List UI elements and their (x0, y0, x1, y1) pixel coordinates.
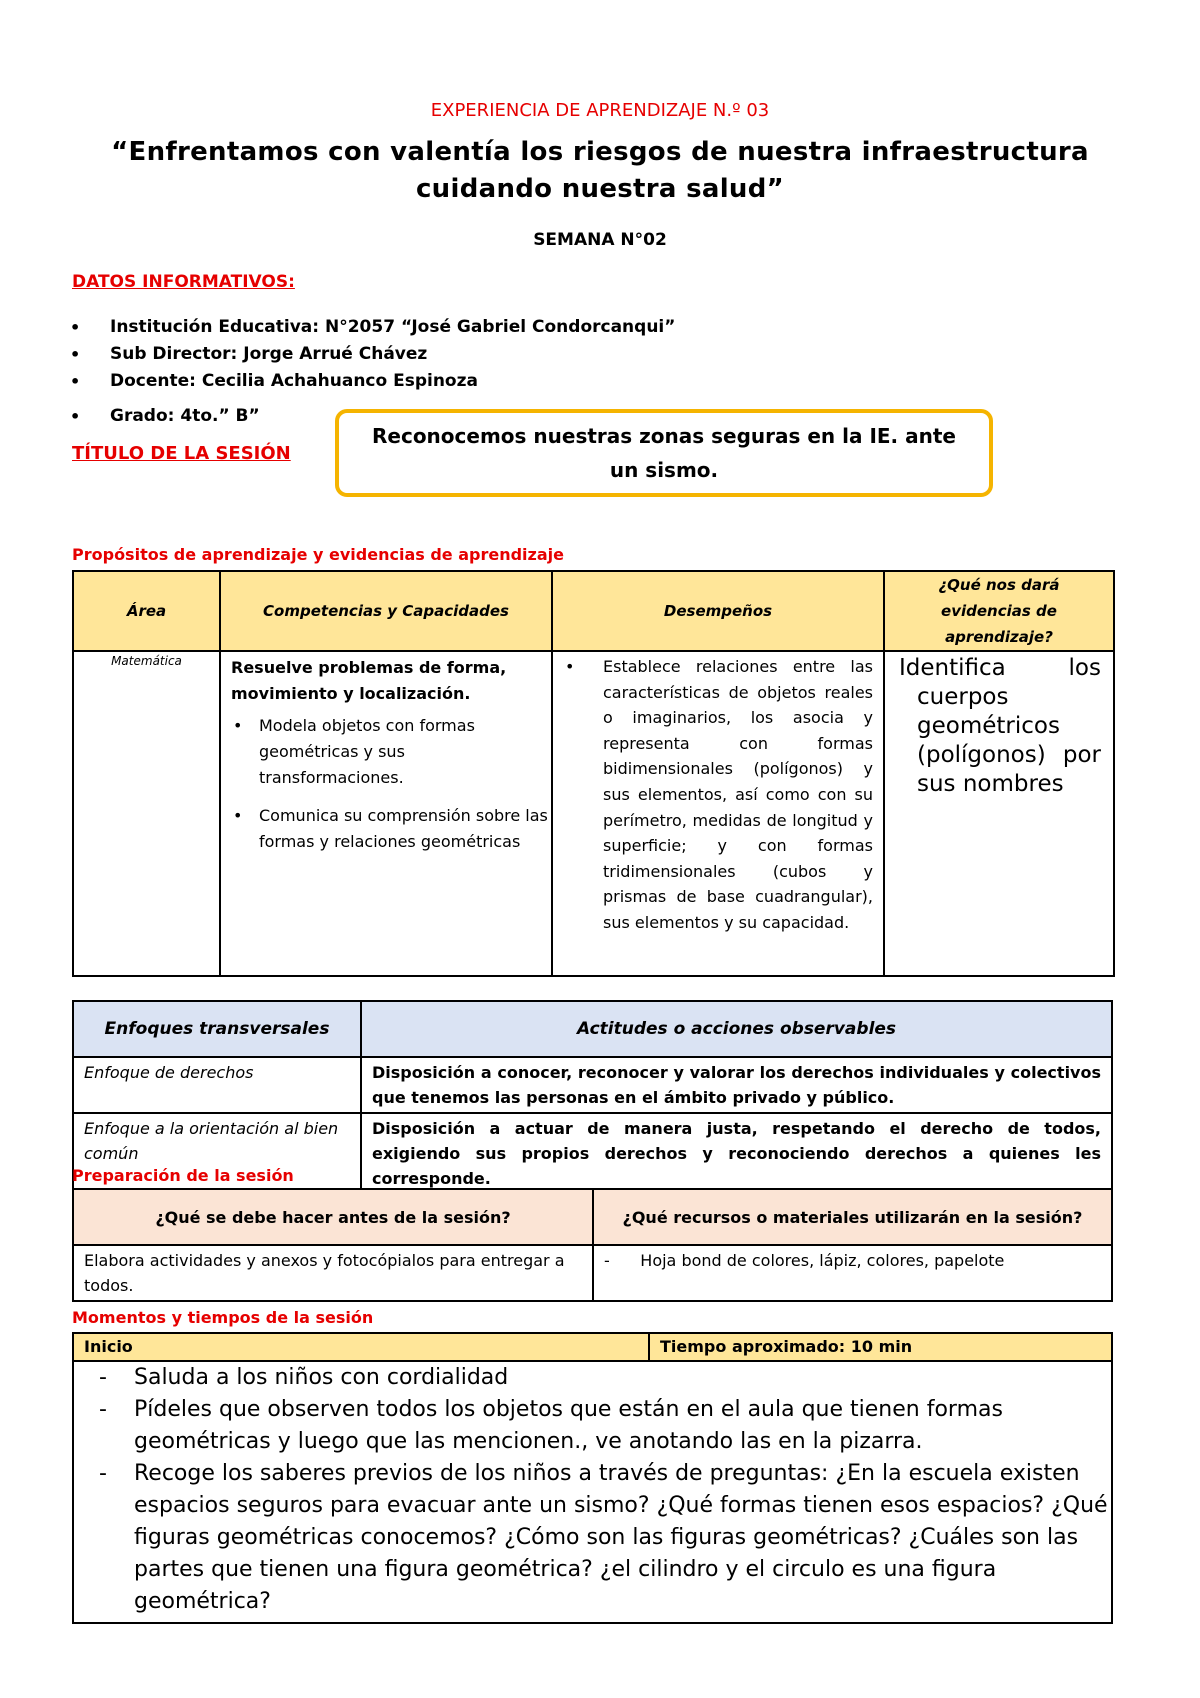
header-actitudes: Actitudes o acciones observables (361, 1001, 1112, 1057)
preparation-section-label: Preparación de la sesión (72, 1166, 294, 1185)
enfoque-cell: Enfoque a la orientación al bien común (73, 1113, 361, 1194)
info-item-teacher: • Docente: Cecilia Achahuanco Espinoza (70, 368, 675, 395)
time-cell: Tiempo aproximado: 10 min (649, 1333, 1112, 1361)
capacity-item: • Modela objetos con formas geométricas y sus transformaciones. (259, 713, 551, 791)
area-cell: Matemática (73, 651, 220, 976)
experience-number: EXPERIENCIA DE APRENDIZAJE N.º 03 (430, 100, 770, 121)
week-label: SEMANA N°02 (533, 230, 667, 250)
purposes-table (72, 570, 1115, 977)
moment-item: - Recoge los saberes previos de los niños a través de preguntas: ¿En la escuela existen espacios seguros para evacuar ante un sismo? ¿Qué formas tienen esos espacios? ¿Qué figuras geométricas conocemos? ¿Cómo son las figuras geométricas? ¿Cuáles son las partes que tienen una figura geométrica? ¿el cilindro y el circulo es una figura geométrica? (134, 1458, 1111, 1618)
info-item-grade: • Grado: 4to.” B” (70, 403, 675, 430)
header-competencias: Competencias y Capacidades (220, 571, 552, 651)
info-item-institution: • Institución Educativa: N°2057 “José Gabriel Condorcanqui” (70, 314, 675, 341)
enfoque-cell: Enfoque de derechos (73, 1057, 361, 1113)
header-area: Área (73, 571, 220, 651)
header-enfoques: Enfoques transversales (73, 1001, 361, 1057)
preparation-table (72, 1188, 1113, 1302)
header-resources: ¿Qué recursos o materiales utilizarán en la sesión? (593, 1189, 1112, 1245)
session-title-label: TÍTULO DE LA SESIÓN (72, 443, 291, 464)
session-title-box (335, 409, 993, 497)
performance-text: • Establece relaciones entre las características de objetos reales o imaginarios, los asocia y representa con formas bidimensionales (polígonos) y sus elementos, así como con su perímetro, medidas de longitud y superficie; y con formas tridimensionales (cubos y prismas de base cuadrangular), sus elementos y su capacidad. (553, 652, 883, 936)
capacity-item: • Comunica su comprensión sobre las formas y relaciones geométricas (259, 803, 551, 855)
phase-cell: Inicio (73, 1333, 649, 1361)
actitud-cell: Disposición a actuar de manera justa, respetando el derecho de todos, exigiendo sus propios derechos y reconociendo derechos a quienes les corresponde. (361, 1113, 1112, 1194)
moment-item: - Saluda a los niños con cordialidad (134, 1362, 1111, 1394)
competency-cell (220, 651, 552, 976)
moments-content-cell (73, 1361, 1112, 1623)
session-title-text: Reconocemos nuestras zonas seguras en la IE. ante un sismo. (372, 424, 956, 482)
moment-list (74, 1362, 1111, 1622)
moments-table (72, 1332, 1113, 1624)
performance-cell (552, 651, 884, 976)
resources-cell: - Hoja bond de colores, lápiz, colores, papelote (593, 1245, 1112, 1301)
document-title: “Enfrentamos con valentía los riesgos de nuestra infraestructura cuidando nuestra salud” (111, 137, 1089, 204)
purposes-section-label: Propósitos de aprendizaje y evidencias de aprendizaje (72, 545, 564, 564)
header-desempenos: Desempeños (552, 571, 884, 651)
header-before-session: ¿Qué se debe hacer antes de la sesión? (73, 1189, 593, 1245)
capacity-list (221, 713, 551, 855)
datos-informativos-title: DATOS INFORMATIVOS: (72, 272, 295, 292)
evidence-text: Identifica los cuerpos geométricos (polígonos) por sus nombres (899, 655, 1101, 797)
moment-item: - Pídeles que observen todos los objetos que están en el aula que tienen formas geométricas y luego que las mencionen., ve anotando las en la pizarra. (134, 1394, 1111, 1458)
evidence-cell (884, 651, 1114, 976)
header-evidencias: ¿Qué nos dará evidencias de aprendizaje? (884, 571, 1114, 651)
actitud-cell: Disposición a conocer, reconocer y valorar los derechos individuales y colectivos que tenemos las personas en el ámbito privado y público. (361, 1057, 1112, 1113)
moments-section-label: Momentos y tiempos de la sesión (72, 1308, 374, 1327)
before-session-cell: Elabora actividades y anexos y fotocópialos para entregar a todos. (73, 1245, 593, 1301)
competency-title: Resuelve problemas de forma, movimiento y localización. (231, 658, 507, 703)
info-item-subdirector: • Sub Director: Jorge Arrué Chávez (70, 341, 675, 368)
